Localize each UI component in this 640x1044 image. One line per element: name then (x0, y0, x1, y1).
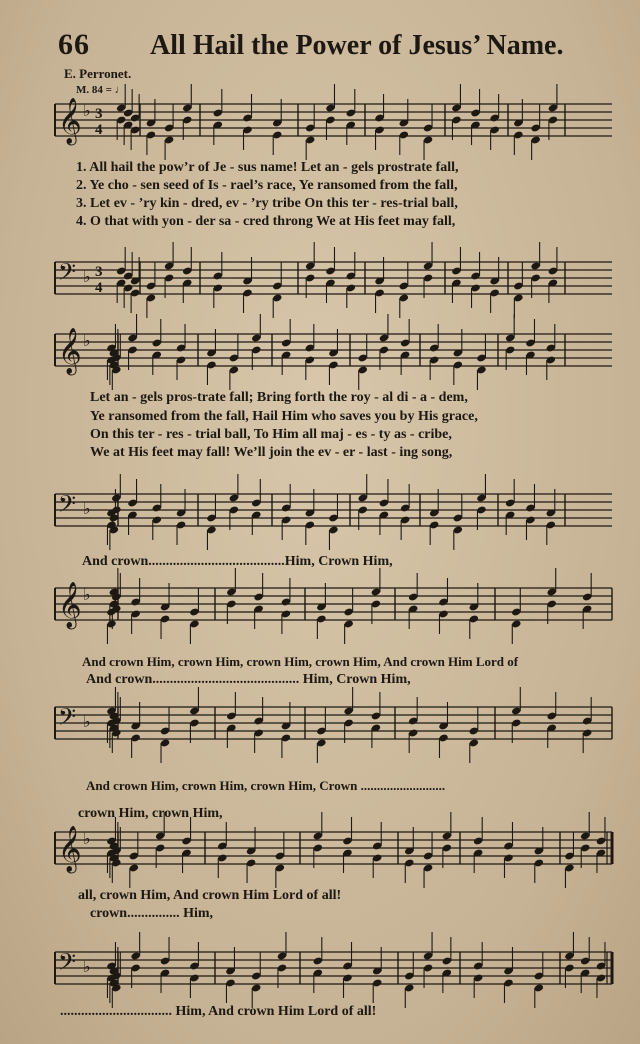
treble-clef-icon: 𝄞 (58, 328, 82, 374)
key-signature-flat-icon: ♭ (83, 585, 91, 604)
refrain-line-1-bottom: And crown Him, crown Him, crown Him, crown Him, And crown Him Lord of (82, 654, 519, 669)
time-signature-bottom: 4 (95, 280, 103, 296)
verse-4-line-2: We at His feet may fall! We’ll join the ev - er - last - ing song, (90, 445, 453, 460)
refrain-line-1-top: And crown.......................................Him, Crown Him, (82, 554, 393, 569)
time-signature-bottom: 4 (95, 122, 103, 138)
key-signature-flat-icon: ♭ (83, 267, 91, 286)
treble-clef-icon: 𝄞 (58, 582, 82, 628)
treble-clef-icon: 𝄞 (58, 98, 82, 144)
key-signature-flat-icon: ♭ (83, 101, 91, 120)
verse-3-line-2: On this ter - res - trial ball, To Him all maj - es - ty as - cribe, (90, 427, 452, 442)
key-signature-flat-icon: ♭ (83, 957, 91, 976)
bass-clef-icon: 𝄢 (58, 490, 77, 523)
time-signature-top: 3 (95, 106, 103, 122)
bass-clef-icon: 𝄢 (58, 703, 77, 736)
key-signature-flat-icon: ♭ (83, 499, 91, 518)
key-signature-flat-icon: ♭ (83, 712, 91, 731)
verse-1-line-1: 1. All hail the pow’r of Je - sus name! Let an - gels prostrate fall, (76, 160, 459, 175)
key-signature-flat-icon: ♭ (83, 331, 91, 350)
verse-2-line-2: Ye ransomed from the fall, Hail Him who saves you by His grace, (90, 409, 478, 424)
verse-3-line-1: 3. Let ev - ’ry kin - dred, ev - ’ry tribe On this ter - res-trial ball, (76, 196, 458, 211)
key-signature-flat-icon: ♭ (83, 829, 91, 848)
refrain-line-3-bottom: all, crown Him, And crown Him Lord of all! (78, 888, 342, 903)
hymn-number: 66 (58, 28, 90, 61)
tempo-marking: M. 84 = ♩ (76, 84, 126, 96)
verse-4-line-1: 4. O that with yon - der sa - cred throng We at His feet may fall, (76, 214, 456, 229)
verse-2-line-1: 2. Ye cho - sen seed of Is - rael’s race, Ye ransomed from the fall, (76, 178, 458, 193)
refrain-line-3-top: crown Him, crown Him, (78, 806, 223, 821)
time-signature-top: 3 (95, 264, 103, 280)
refrain-line-4-top: crown............... Him, (90, 906, 214, 921)
refrain-line-2-bottom: And crown Him, crown Him, crown Him, Crown .......................... (86, 778, 446, 793)
verse-1-line-2: Let an - gels pros-trate fall; Bring forth the roy - al di - a - dem, (90, 390, 468, 405)
treble-clef-icon: 𝄞 (58, 826, 82, 872)
refrain-line-4-bottom: ................................ Him, And crown Him Lord of all! (60, 1004, 377, 1019)
bass-clef-icon: 𝄢 (58, 948, 77, 981)
refrain-line-2-top: And crown.......................................... Him, Crown Him, (86, 672, 411, 687)
bass-clef-icon: 𝄢 (58, 258, 77, 291)
hymn-author: E. Perronet. (64, 66, 132, 81)
hymn-title: All Hail the Power of Jesus’ Name. (150, 30, 564, 61)
